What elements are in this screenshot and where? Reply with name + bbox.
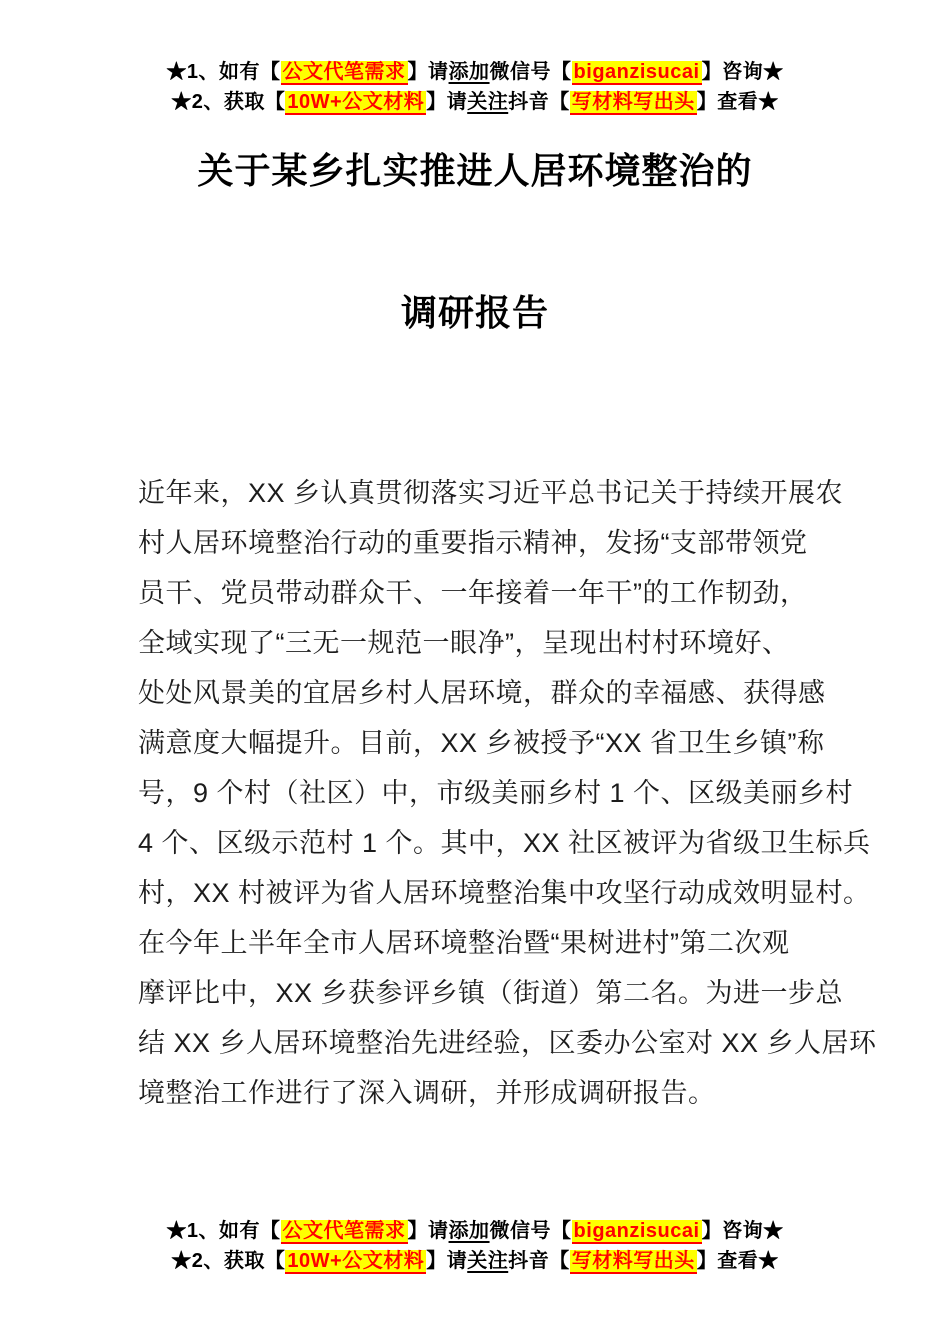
document-title-line-2: 调研报告 — [400, 292, 549, 333]
promo-highlight-materials: 10W+公文材料 — [287, 91, 425, 113]
promo-underlined-follow: 关注 — [467, 1250, 509, 1272]
promo-text: ★2、获取【 — [171, 91, 286, 113]
body-line: 满意度大幅提升。目前，XX 乡被授予“XX 省卫生乡镇”称 — [138, 728, 825, 758]
promo-highlight-materials: 10W+公文材料 — [287, 1250, 425, 1272]
promo-text: ★2、获取【 — [171, 1250, 286, 1272]
promo-text: 】查看★ — [696, 91, 779, 113]
promo-text: 微信号【 — [489, 1220, 572, 1242]
body-line: 全域实现了“三无一规范一眼净”，呈现出村村环境好、 — [138, 628, 790, 658]
promo-text: ★1、如有【 — [166, 61, 281, 83]
document-title-line-1: 关于某乡扎实推进人居环境整治的 — [197, 150, 753, 191]
body-line: 摩评比中，XX 乡获参评乡镇（街道）第二名。为进一步总 — [138, 978, 844, 1008]
promo-footer-line-2 — [0, 1246, 950, 1276]
promo-highlight-wechat-id: biganzisucai — [573, 1220, 700, 1242]
promo-text: 】请 — [426, 91, 468, 113]
promo-highlight-douyin-id: 写材料写出头 — [571, 1250, 695, 1272]
promo-header-line-1 — [0, 57, 950, 87]
body-line: 处处风景美的宜居乡村人居环境，群众的幸福感、获得感 — [138, 678, 826, 708]
promo-text: 抖音【 — [508, 1250, 570, 1272]
promo-text: ★1、如有【 — [166, 1220, 281, 1242]
promo-highlight-wechat-id: biganzisucai — [573, 61, 700, 83]
promo-text: 】请 — [426, 1250, 468, 1272]
promo-highlight-douyin-id: 写材料写出头 — [571, 91, 695, 113]
promo-highlight-writing-service: 公文代笔需求 — [282, 61, 406, 83]
promo-text: 抖音【 — [508, 91, 570, 113]
body-line: 结 XX 乡人居环境整治先进经验，区委办公室对 XX 乡人居环 — [138, 1028, 877, 1058]
promo-underlined-add: 添加 — [448, 1220, 490, 1242]
promo-underlined-add: 添加 — [448, 61, 490, 83]
promo-text: 】查看★ — [696, 1250, 779, 1272]
promo-header — [0, 57, 950, 117]
body-line: 号，9 个村（社区）中，市级美丽乡村 1 个、区级美丽乡村 — [138, 778, 854, 808]
body-line: 境整治工作进行了深入调研，并形成调研报告。 — [138, 1078, 716, 1108]
body-paragraph — [138, 468, 877, 1118]
body-line: 4 个、区级示范村 1 个。其中，XX 社区被评为省级卫生标兵 — [138, 828, 871, 858]
body-line: 村人居环境整治行动的重要指示精神，发扬“支部带领党 — [138, 528, 808, 558]
promo-text: 】请 — [407, 61, 449, 83]
body-line: 员干、党员带动群众干、一年接着一年干”的工作韧劲， — [138, 578, 808, 608]
promo-underlined-follow: 关注 — [467, 91, 509, 113]
body-line: 在今年上半年全市人居环境整治暨“果树进村”第二次观 — [138, 928, 790, 958]
promo-footer-line-1 — [0, 1216, 950, 1246]
promo-text: 】咨询★ — [701, 61, 784, 83]
promo-text: 】请 — [407, 1220, 449, 1242]
body-line: 村，XX 村被评为省人居环境整治集中攻坚行动成效明显村。 — [138, 878, 871, 908]
promo-text: 微信号【 — [489, 61, 572, 83]
promo-footer — [0, 1216, 950, 1276]
promo-header-line-2 — [0, 87, 950, 117]
promo-highlight-writing-service: 公文代笔需求 — [282, 1220, 406, 1242]
promo-text: 】咨询★ — [701, 1220, 784, 1242]
body-line: 近年来，XX 乡认真贯彻落实习近平总书记关于持续开展农 — [138, 478, 844, 508]
